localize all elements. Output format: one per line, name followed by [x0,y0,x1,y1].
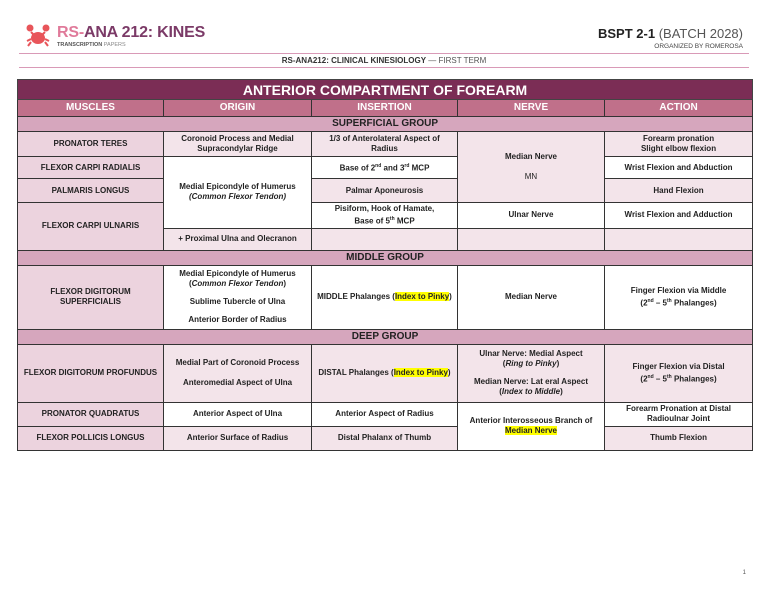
brand-title: RS-ANA 212: KINES [57,23,206,41]
table-row [18,344,753,402]
action-cell: Thumb Flexion [605,426,753,450]
action-cell: Finger Flexion via Middle (2nd – 5th Phalanges) [605,265,753,329]
action-cell: Forearm pronation Slight elbow flexion [605,132,753,157]
insertion-cell: Pisiform, Hook of Hamate, Base of 5th MCP [312,203,458,229]
muscle-cell: PRONATOR TERES [18,132,164,157]
muscle-cell: FLEXOR DIGITORUM PROFUNDUS [18,344,164,402]
action-cell: Finger Flexion via Distal (2nd – 5th Phalanges) [605,344,753,402]
insertion-cell: Distal Phalanx of Thumb [312,426,458,450]
insertion-cell: MIDDLE Phalanges (Index to Pinky) [312,265,458,329]
empty-cell [605,228,753,250]
table-title: ANTERIOR COMPARTMENT OF FOREARM [18,80,753,100]
table-row [18,179,753,203]
origin-cell: Medial Part of Coronoid Process Anteromedial Aspect of Ulna [164,344,312,402]
insertion-cell: 1/3 of Anterolateral Aspect of Radius [312,132,458,157]
action-cell: Wrist Flexion and Abduction [605,157,753,179]
insertion-cell: Anterior Aspect of Radius [312,402,458,426]
table-row [18,426,753,450]
muscle-cell: FLEXOR POLLICIS LONGUS [18,426,164,450]
divider [19,53,749,54]
table-row [18,265,753,329]
nerve-cell: Ulnar Nerve [458,203,605,229]
crab-icon [25,23,51,49]
muscle-cell: FLEXOR CARPI RADIALIS [18,157,164,179]
muscle-cell: PRONATOR QUADRATUS [18,402,164,426]
origin-cell: Anterior Surface of Radius [164,426,312,450]
muscle-cell: FLEXOR CARPI ULNARIS [18,203,164,251]
origin-cell: Coronoid Process and Medial Supracondylar Ridge [164,132,312,157]
empty-cell [312,228,458,250]
col-header: INSERTION [312,100,458,117]
nerve-cell: Median Nerve MN [458,132,605,203]
page-number: 1 [742,570,746,576]
brand-logo [25,23,205,49]
col-header: MUSCLES [18,100,164,117]
insertion-cell: DISTAL Phalanges (Index to Pinky) [312,344,458,402]
group-header: MIDDLE GROUP [18,250,753,265]
origin-cell: Medial Epicondyle of Humerus (Common Flexor Tendon) Sublime Tubercle of Ulna Anterior Border of Radius [164,265,312,329]
col-header: NERVE [458,100,605,117]
action-cell: Wrist Flexion and Adduction [605,203,753,229]
muscle-table [17,79,753,451]
action-cell: Forearm Pronation at Distal Radioulnar Joint [605,402,753,426]
col-header: ORIGIN [164,100,312,117]
nerve-cell: Ulnar Nerve: Medial Aspect (Ring to Pinky) Median Nerve: Lat eral Aspect (Index to Middle) [458,344,605,402]
muscle-cell: FLEXOR DIGITORUM SUPERFICIALIS [18,265,164,329]
muscle-cell: PALMARIS LONGUS [18,179,164,203]
divider [19,67,749,68]
group-header: SUPERFICIAL GROUP [18,117,753,132]
empty-cell [458,228,605,250]
origin-cell: + Proximal Ulna and Olecranon [164,228,312,250]
insertion-cell: Base of 2nd and 3rd MCP [312,157,458,179]
col-header: ACTION [605,100,753,117]
table-row [18,157,753,179]
group-header: DEEP GROUP [18,329,753,344]
nerve-cell: Anterior Interosseous Branch of Median Nerve [458,402,605,450]
insertion-cell: Palmar Aponeurosis [312,179,458,203]
action-cell: Hand Flexion [605,179,753,203]
brand-subtitle: TRANSCRIPTION PAPERS [57,41,126,48]
table-row [18,402,753,426]
origin-cell: Anterior Aspect of Ulna [164,402,312,426]
table-row [18,203,753,229]
origin-cell: Medial Epicondyle of Humerus (Common Flexor Tendon) [164,157,312,229]
course-title: RS-ANA212: CLINICAL KINESIOLOGY — FIRST TERM [281,56,487,65]
nerve-cell: Median Nerve [458,265,605,329]
batch-info: BSPT 2-1 (BATCH 2028) ORGANIZED BY ROMEROSA [598,26,743,50]
table-row [18,132,753,157]
